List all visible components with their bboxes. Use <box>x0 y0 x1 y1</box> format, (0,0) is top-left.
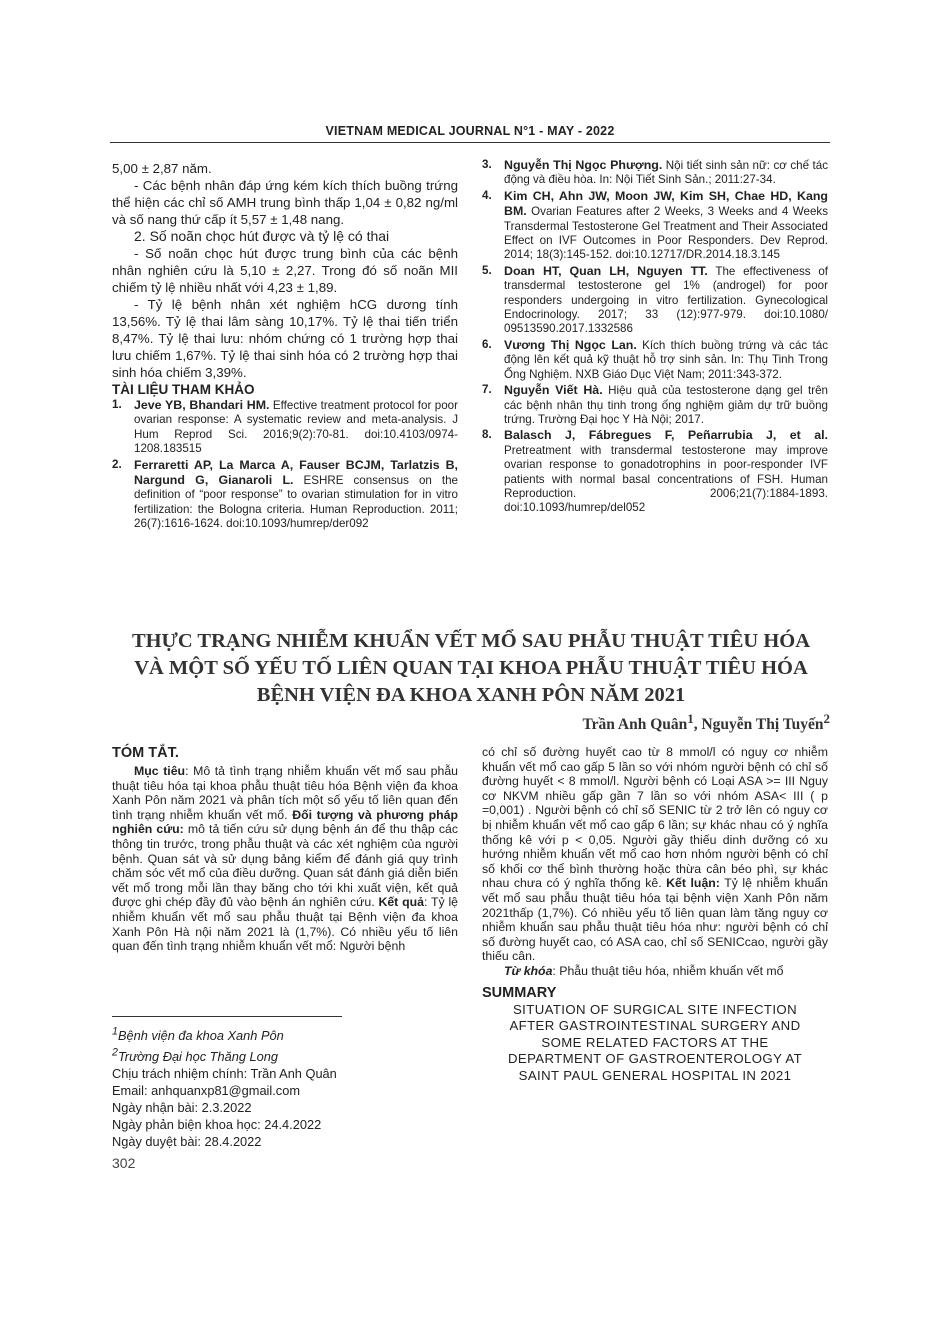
abstract-text: mô tả tiến cứu sử dụng bệnh án để thu thập các thông tin trước, trong phẫu thuật và các xét nghiệm của người bệnh. Quan sát và sử dụng bảng kiểm để đánh giá quy trình chăm sóc vết mổ của điều dưỡng. Quan sát đánh giá diễn biến vết mổ trong mỗi lần thay băng cho tới khi xuất viện, kết quả được ghi chép đầy đủ vào bệnh án nghiên cứu. <box>112 822 458 910</box>
section-heading: 2. Số noãn chọc hút được và tỷ lệ có thai <box>134 228 390 244</box>
footnote-affiliation: Trường Đại học Thăng Long <box>117 1048 278 1064</box>
reference-number: 5. <box>482 263 492 277</box>
footnote-mark: 2 <box>112 1046 118 1059</box>
journal-header: VIETNAM MEDICAL JOURNAL N°1 - MAY - 2022 <box>325 124 615 138</box>
reference-text: ESHRE consensus on the definition of “poor response” to ovarian stimulation for in vitro fertilization: the Bologna criteria. Human Reproduction. 2011; 26(7):1616-1624. doi:10.1093/humrep/der092 <box>134 474 459 531</box>
article-title <box>100 628 842 709</box>
abstract-label: Mục tiêu <box>134 764 186 778</box>
footnote-line: Ngày nhận bài: 2.3.2022 <box>112 1099 252 1115</box>
article-title-line: BỆNH VIỆN ĐA KHOA XANH PÔN NĂM 2021 <box>256 684 686 706</box>
prev-article-left-column <box>112 160 458 533</box>
summary-title-line: SAINT PAUL GENERAL HOSPITAL IN 2021 <box>518 1067 792 1083</box>
reference-item <box>482 428 828 515</box>
reference-number: 8. <box>482 428 492 442</box>
prev-paragraph: - Tỷ lệ bệnh nhân xét nghiệm hCG dương tính 13,56%. Tỷ lệ thai lâm sàng 10,17%. Tỷ lệ thai tiến triển 8,47%. Tỷ lệ thai lưu: nhóm chứng có 1 trường hợp thai lưu chiếm 1,67%. Tỷ lệ thai sinh hóa có 2 trường hợp thai sinh hóa chiếm 3,39%. <box>112 297 458 380</box>
abstract-paragraph <box>112 764 458 954</box>
reference-number: 3. <box>482 158 492 171</box>
header-rule <box>110 142 830 143</box>
author-affiliation-mark: 2 <box>823 711 830 726</box>
abstract-text: Tỷ lệ nhiễm khuẩn vết mổ sau phẫu thuật tiêu hóa tại bệnh viện Xanh Pôn năm 2021thấp (1,7%). Có nhiều yếu tố liên quan làm tăng nguy cơ nhiễm khuẩn sau phẫu thuật tiêu hóa như: người bệnh có chỉ số đường huyết cao, có ASA cao, chỉ số SENICcao, người gầy thiếu cân. <box>482 876 828 964</box>
footnote-affiliation: Bệnh viện đa khoa Xanh Pôn <box>117 1028 284 1044</box>
references-heading: TÀI LIỆU THAM KHẢO <box>112 382 255 397</box>
reference-list-right <box>482 158 828 517</box>
reference-item <box>482 264 828 337</box>
reference-text: Effective treatment protocol for poor ovarian response: A systematic review and meta-analysis. J Hum Reprod Sci. 2016;9(2):70-81. doi:10.4103/0974-1208.183515 <box>134 399 458 456</box>
footnote-line: Ngày duyệt bài: 28.4.2022 <box>112 1133 262 1149</box>
reference-authors: Nguyễn Viết Hà. <box>504 383 603 398</box>
abstract-text: có chỉ số đường huyết cao từ 8 mmol/l có nguy cơ nhiễm khuẩn vết mổ cao gấp 5 lần so với nhóm người bệnh có chỉ số đường huyết < 8 mmol/l. Người bệnh có Loại ASA >= III Nguy cơ NKVM nhiều gấp gần 7 lần so với nhóm ASA< III ( p =0,001) . Người bệnh có chỉ số SENIC từ 2 trở lên có nguy cơ bị nhiễm khuẩn vết mổ cao gấp 6 lần; sự khác nhau có ý nghĩa thống kê với p < 0,05. Người gầy thiếu dinh dưỡng có xu hướng nhiễm khuẩn vết mổ cao hơn nhóm người bệnh có chỉ số khối cơ thể bình thường hoặc thừa cân béo phì, sự khác nhau chưa có ý nghĩa thống kê. <box>482 745 828 891</box>
abstract-left-column <box>112 745 458 954</box>
reference-number: 1. <box>112 398 122 411</box>
abstract-label: Kết quả <box>378 895 424 910</box>
reference-authors: Vương Thị Ngọc Lan. <box>504 337 637 352</box>
author-name: Nguyễn Thị Tuyến <box>701 716 824 734</box>
article-title-line: VÀ MỘT SỐ YẾU TỐ LIÊN QUAN TẠI KHOA PHẪU THUẬT TIÊU HÓA <box>134 657 808 679</box>
summary-title-line: AFTER GASTROINTESTINAL SURGERY AND <box>509 1018 801 1034</box>
reference-text: Hiệu quả của testosterone dạng gel trên các bệnh nhân thụ tinh trong ống nghiệm giảm dự trữ buồng trứng. Trường Đại học Y Hà Nội; 2017. <box>504 384 828 426</box>
summary-title-line: SOME RELATED FACTORS AT THE <box>541 1034 769 1050</box>
author-separator: , <box>693 716 702 734</box>
reference-authors: Kim CH, Ahn JW, Moon JW, Kim SH, Chae HD, Kang BM. <box>504 188 828 219</box>
footnote-line: Ngày phản biện khoa học: 24.4.2022 <box>112 1116 322 1132</box>
keywords <box>482 964 828 979</box>
abstract-text: : Mô tả tình trạng nhiễm khuẩn vết mổ sau phẫu thuật tiêu hóa tại khoa phẫu thuật tiêu hóa Bệnh viện đa khoa Xanh Pôn năm 2021 và phân tích một số yếu tố liên quan đến tình trạng nhiễm khuẩn vết mổ. <box>112 764 459 822</box>
abstract-right-column <box>482 745 828 1084</box>
footnote-line: Chịu trách nhiệm chính: Trần Anh Quân <box>112 1065 337 1081</box>
author-affiliation-mark: 1 <box>687 711 694 726</box>
keywords-label: Từ khóa <box>504 963 553 978</box>
summary-title-line: DEPARTMENT OF GASTROENTEROLOGY AT <box>507 1051 803 1067</box>
abstract-paragraph <box>482 745 828 964</box>
footnote-rule <box>112 1016 342 1017</box>
reference-text: Nội tiết sinh sản nữ: cơ chế tác động và điều hòa. In: Nội Tiết Sinh Sản.; 2011:27-34. <box>504 159 828 187</box>
summary-heading: SUMMARY <box>482 984 557 1001</box>
footnote-line: Email: anhquanxp81@gmail.com <box>112 1082 300 1098</box>
footnote-mark: 1 <box>112 1026 118 1038</box>
reference-item <box>482 383 828 427</box>
reference-authors: Balasch J, Fábregues F, Peñarrubia J, et al. <box>504 428 828 443</box>
footnotes <box>112 1024 458 1150</box>
reference-number: 7. <box>482 383 492 397</box>
abstract-label: Kết luận: <box>666 876 720 891</box>
summary-title-line: SITUATION OF SURGICAL SITE INFECTION <box>512 1001 798 1017</box>
author-name: Trần Anh Quân <box>582 716 688 734</box>
prev-paragraph: 5,00 ± 2,87 năm. <box>112 161 212 176</box>
reference-list-left <box>112 398 458 532</box>
prev-paragraph: - Các bệnh nhân đáp ứng kém kích thích buồng trứng thể hiện các chỉ số AMH trung bình thấp 1,04 ± 0,82 ng/ml và số nang thứ cấp ít 5,57 ± 1,48 nang. <box>112 178 458 227</box>
keywords-text: : Phẫu thuật tiêu hóa, nhiễm khuẩn vết mổ <box>552 963 784 978</box>
reference-text: The effectiveness of transdermal testosterone gel 1% (androgel) for poor responders undergoing in vitro fertilization. Gynecological Endocrinology. 2017; 33 (12):977-979. doi:10.1080/ 09513590.2017.1332586 <box>504 264 829 336</box>
reference-number: 6. <box>482 337 492 351</box>
reference-authors: Ferraretti AP, La Marca A, Fauser BCJM, Tarlatzis B, Nargund G, Gianaroli L. <box>134 457 458 488</box>
article-title-line: THỰC TRẠNG NHIỄM KHUẨN VẾT MỔ SAU PHẪU THUẬT TIÊU HÓA <box>131 630 811 652</box>
reference-text: Pretreatment with transdermal testosterone may improve ovarian response to gonadotrophins in poor-responder IVF patients with normal basal concentrations of FSH. Human Reproduction. 2006;21(7):1884-1893. doi:10.1093/humrep/del052 <box>504 443 828 515</box>
reference-authors: Jeve YB, Bhandari HM. <box>134 398 270 412</box>
abstract-heading: TÓM TẮT. <box>112 745 179 761</box>
reference-item <box>482 338 828 382</box>
reference-text: Kích thích buồng trứng và các tác động lên kết quả kỹ thuật hỗ trợ sinh sản. In: Thụ Tinh Trong Ống Nghiệm. NXB Giáo Dục Việt Nam; 2011:343-372. <box>504 338 828 381</box>
page-number: 302 <box>112 1155 136 1171</box>
article-authors <box>582 711 830 734</box>
reference-authors: Nguyễn Thị Ngọc Phượng. <box>504 158 663 172</box>
reference-item <box>482 189 828 263</box>
prev-paragraph: - Số noãn chọc hút được trung bình của các bệnh nhân nghiên cứu là 5,10 ± 2,27. Trong đó số noãn MII chiếm tỷ lệ nhiều nhất với 4,23 ± 1,89. <box>112 246 458 295</box>
reference-text: Ovarian Features after 2 Weeks, 3 Weeks and 4 Weeks Transdermal Testosterone Gel Treatment and Their Associated Effect on IVF Outcomes in Poor Responders. Dev Reprod. 2014; 18(3):145-152. doi:10.12717/DR.2014.18.3.145 <box>504 205 828 262</box>
reference-authors: Doan HT, Quan LH, Nguyen TT. <box>504 263 708 278</box>
reference-item <box>112 398 458 457</box>
reference-item <box>482 158 828 188</box>
summary-title <box>482 1002 828 1085</box>
reference-item <box>112 458 458 532</box>
abstract-text: : Tỷ lệ nhiễm khuẩn vết mổ sau phẫu thuật tại Bệnh viện đa khoa Xanh Pôn Hà nội năm 2021 là (1,7%). Có nhiều yếu tố liên quan đến tình trạng nhiễm khuẩn vết mổ: Người bệnh <box>112 895 459 954</box>
abstract-label: Đối tượng và phương pháp nghiên cứu: <box>112 807 459 837</box>
reference-number: 4. <box>482 188 492 202</box>
reference-number: 2. <box>112 457 122 471</box>
